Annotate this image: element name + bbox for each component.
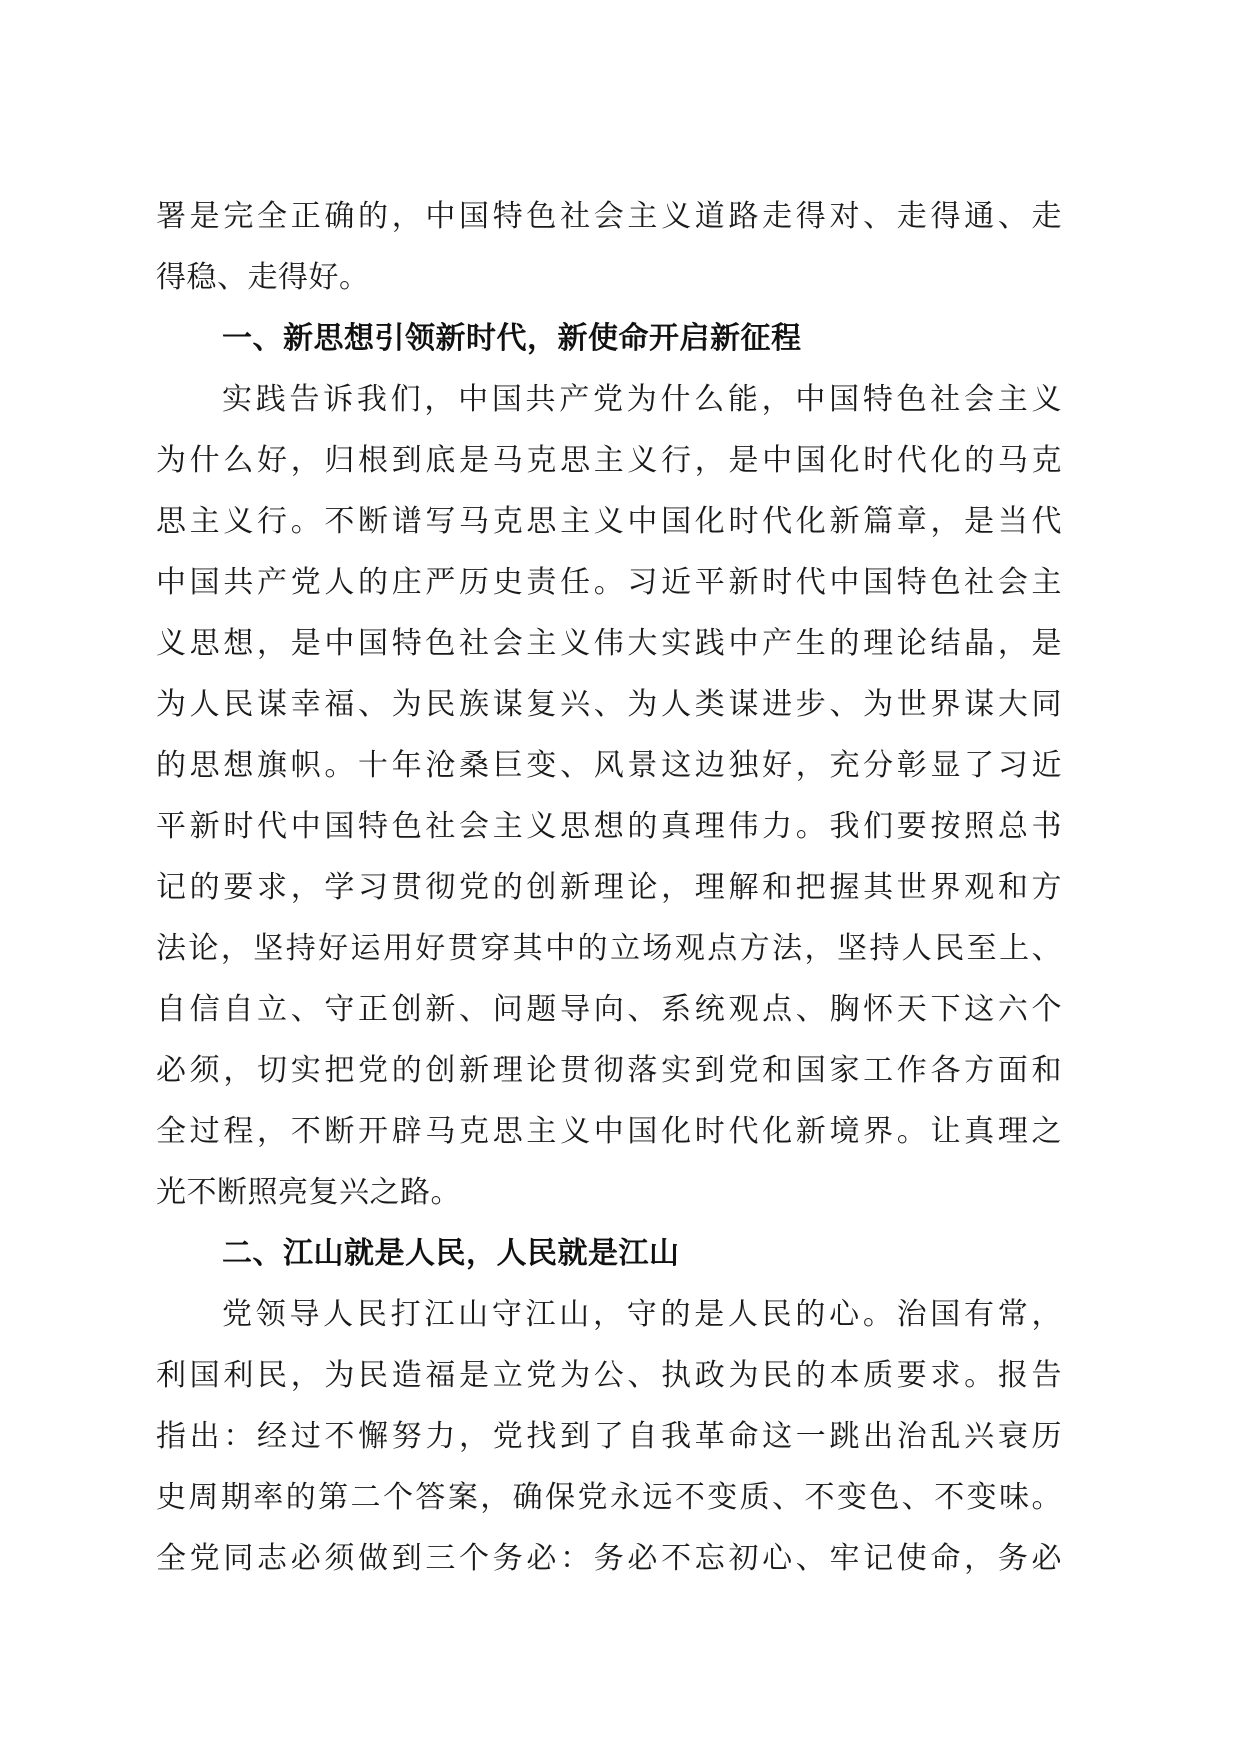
text-line: 全党同志必须做到三个务必：务必不忘初心、牢记使命，务必 <box>156 1541 1062 1576</box>
text-line: 光不断照亮复兴之路。 <box>156 1175 461 1210</box>
text-line: 中国共产党人的庄严历史责任。习近平新时代中国特色社会主 <box>156 565 1062 600</box>
document-body <box>156 186 1062 1589</box>
section-heading-2: 二、江山就是人民，人民就是江山 <box>222 1236 680 1271</box>
section-heading-1: 一、新思想引领新时代，新使命开启新征程 <box>222 321 802 356</box>
text-line: 义思想，是中国特色社会主义伟大实践中产生的理论结晶，是 <box>156 626 1062 661</box>
text-line: 法论，坚持好运用好贯穿其中的立场观点方法，坚持人民至上、 <box>156 931 1062 966</box>
text-line: 自信自立、守正创新、问题导向、系统观点、胸怀天下这六个 <box>156 992 1062 1027</box>
text-line: 党领导人民打江山守江山，守的是人民的心。治国有常， <box>222 1297 1062 1332</box>
text-line: 记的要求，学习贯彻党的创新理论，理解和把握其世界观和方 <box>156 870 1062 905</box>
text-line: 思主义行。不断谱写马克思主义中国化时代化新篇章，是当代 <box>156 504 1062 539</box>
text-line: 指出：经过不懈努力，党找到了自我革命这一跳出治乱兴衰历 <box>156 1419 1062 1454</box>
text-line: 必须，切实把党的创新理论贯彻落实到党和国家工作各方面和 <box>156 1053 1062 1088</box>
text-line: 全过程，不断开辟马克思主义中国化时代化新境界。让真理之 <box>156 1114 1062 1149</box>
text-line: 平新时代中国特色社会主义思想的真理伟力。我们要按照总书 <box>156 809 1062 844</box>
text-line: 为人民谋幸福、为民族谋复兴、为人类谋进步、为世界谋大同 <box>156 687 1062 722</box>
text-line: 史周期率的第二个答案，确保党永远不变质、不变色、不变味。 <box>156 1480 1062 1515</box>
text-line: 得稳、走得好。 <box>156 260 370 295</box>
text-line: 的思想旗帜。十年沧桑巨变、风景这边独好，充分彰显了习近 <box>156 748 1062 783</box>
text-line: 为什么好，归根到底是马克思主义行，是中国化时代化的马克 <box>156 443 1062 478</box>
text-line: 实践告诉我们，中国共产党为什么能，中国特色社会主义 <box>222 382 1062 417</box>
text-line: 署是完全正确的，中国特色社会主义道路走得对、走得通、走 <box>156 199 1062 234</box>
text-line: 利国利民，为民造福是立党为公、执政为民的本质要求。报告 <box>156 1358 1062 1393</box>
